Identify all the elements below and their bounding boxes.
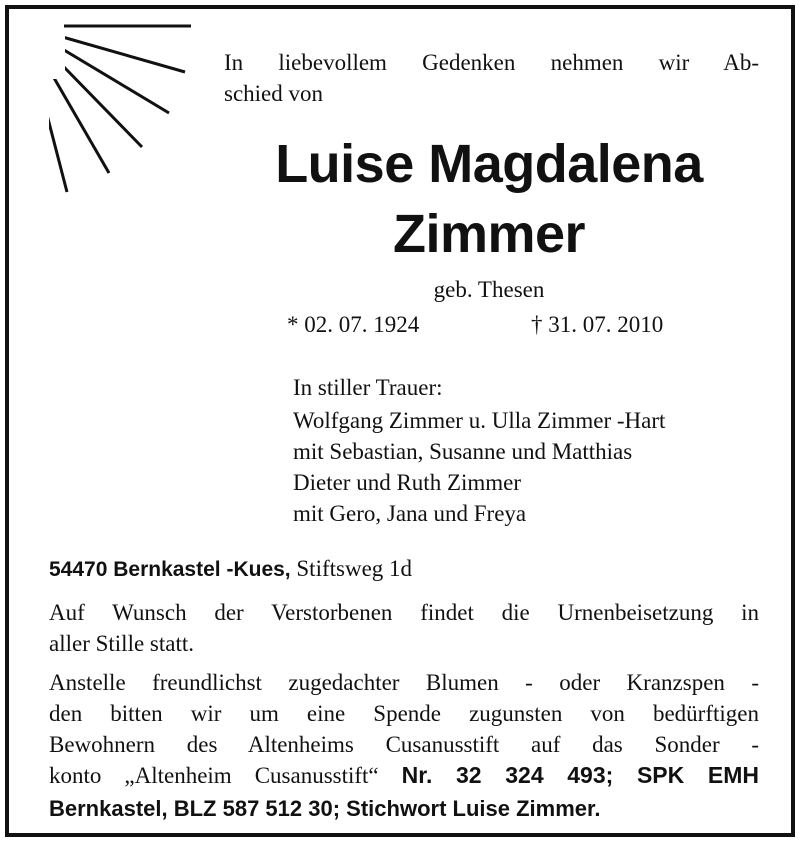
mourner-line-2: mit Sebastian, Susanne und Matthias: [293, 439, 633, 464]
intro-text: [224, 47, 759, 109]
death-date: † 31. 07. 2010: [531, 312, 664, 337]
address-street: Stiftsweg 1d: [296, 556, 413, 581]
birth-name: geb. Thesen: [433, 277, 545, 302]
birth-date: * 02. 07. 1924: [287, 312, 420, 337]
notice-line-1: Auf Wunsch der Verstorbenen findet die Urnenbeisetzung in: [49, 600, 759, 625]
obituary-frame: [5, 5, 795, 837]
donation-line-4: [49, 760, 759, 791]
donation-line-3: Bewohnern des Altenheims Cusanusstift auf das Sonder -: [49, 732, 759, 757]
address: [49, 553, 412, 585]
donation-line-1: Anstelle freundlichst zugedachter Blumen - oder Kranzspen -: [49, 670, 759, 695]
sunburst-rays-icon: [9, 9, 209, 209]
deceased-last-name: Zimmer: [392, 204, 586, 264]
bank-code: Bernkastel, BLZ 587 512 30;: [49, 796, 341, 821]
notice-paragraph: [49, 597, 759, 659]
address-city: 54470 Bernkastel -Kues,: [49, 558, 291, 581]
intro-line-2: schied von: [224, 81, 324, 106]
donation-line-2: den bitten wir um eine Spende zugunsten von bedürftigen: [49, 701, 759, 726]
donation-paragraph: [49, 667, 759, 791]
deceased-first-names: Luise Magdalena: [275, 134, 703, 194]
mourner-line-3: Dieter und Ruth Zimmer: [293, 470, 522, 495]
intro-line-1: In liebevollem Gedenken nehmen wir Ab-: [224, 50, 759, 75]
notice-line-2: aller Stille statt.: [49, 631, 194, 656]
donation-line-5: [49, 796, 600, 822]
mourner-line-4: mit Gero, Jana und Freya: [293, 501, 527, 526]
keyword: Stichwort Luise Zimmer.: [346, 796, 601, 821]
donation-line-4-text: konto „Altenheim Cusanusstift“: [49, 763, 379, 788]
mourner-line-1: Wolfgang Zimmer u. Ulla Zimmer -Hart: [293, 408, 666, 433]
account-number: Nr. 32 324 493; SPK EMH: [401, 762, 759, 788]
mourning-heading: In stiller Trauer:: [293, 375, 443, 400]
